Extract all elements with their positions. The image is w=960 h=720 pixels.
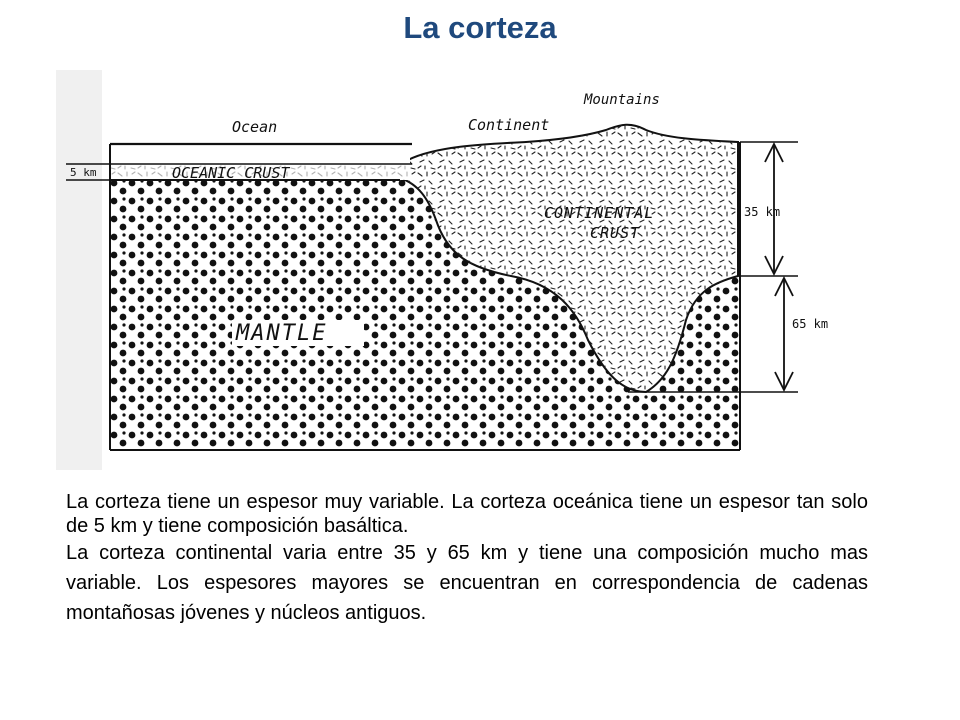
body-text xyxy=(66,490,868,628)
label-continental-crust-line2: CRUST xyxy=(590,224,641,242)
crust-cross-section-diagram xyxy=(56,70,848,470)
label-continental-crust-line1: CONTINENTAL xyxy=(544,204,655,222)
label-ocean: Ocean xyxy=(232,118,278,136)
label-oceanic-crust: OCEANIC CRUST xyxy=(172,164,290,182)
slide-title: La corteza xyxy=(403,10,557,45)
label-mountains: Mountains xyxy=(584,92,660,108)
ocean-water xyxy=(110,144,410,164)
paragraph-oceanic-crust: La corteza tiene un espesor muy variable. La corteza oceánica tiene un espesor tan solo de 5 km y tiene composición basáltica. xyxy=(66,491,868,537)
label-depth-65: 65 km xyxy=(792,317,829,331)
label-depth-5: 5 km xyxy=(70,166,97,179)
label-continent: Continent xyxy=(468,116,550,134)
paragraph-continental-crust: La corteza continental varia entre 35 y 65 km y tiene una composición mucho mas variable. Los espesores mayores se encuentran en correspondencia de cadenas montañosas jóvenes y núcleos antiguos. xyxy=(66,542,868,624)
label-depth-35: 35 km xyxy=(744,205,781,219)
scan-shadow xyxy=(56,70,102,470)
label-mantle: MANTLE xyxy=(236,321,328,346)
